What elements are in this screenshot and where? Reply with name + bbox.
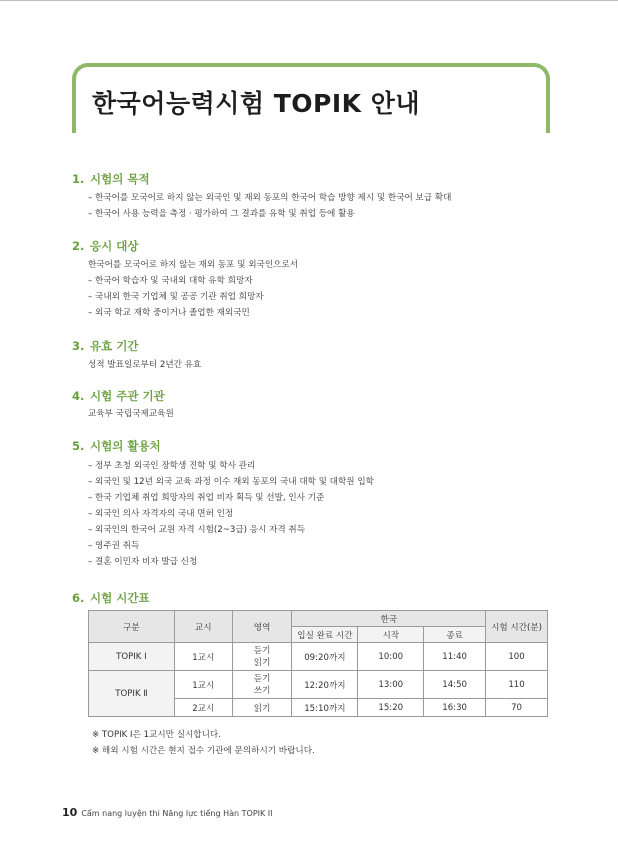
header-division: 구분: [89, 611, 175, 643]
area-line: 듣기: [253, 645, 271, 656]
header-korea: 한국: [292, 611, 486, 627]
cell-start: 13:00: [358, 671, 424, 699]
cell-entry: 15:10까지: [292, 699, 358, 717]
section-2-line: – 국내외 한국 기업체 및 공공 기관 취업 희망자: [88, 292, 264, 302]
section-5-line: – 영주권 취득: [88, 541, 140, 551]
cell-end: 14:50: [424, 671, 486, 699]
cell-end: 16:30: [424, 699, 486, 717]
schedule-table: [88, 610, 548, 717]
header-entry-done: 입실 완료 시간: [292, 627, 358, 643]
cell-period: 1교시: [174, 671, 232, 699]
cell-duration: 100: [486, 643, 548, 671]
header-area: 영역: [232, 611, 292, 643]
note: ※ 해외 시험 시간은 현지 접수 기관에 문의하시기 바랍니다.: [92, 746, 315, 756]
section-5-line: – 외국인 의사 자격자의 국내 면허 인정: [88, 509, 234, 519]
section-3-heading: 3. 유효 기간: [72, 339, 139, 353]
area-line: 듣기: [253, 673, 271, 684]
cell-division: TOPIK Ⅰ: [89, 643, 175, 671]
cell-period: 2교시: [174, 699, 232, 717]
section-5-line: – 정부 초청 외국인 장학생 진학 및 학사 관리: [88, 461, 256, 471]
cell-end: 11:40: [424, 643, 486, 671]
section-2-line: – 한국어 학습자 및 국내외 대학 유학 희망자: [88, 276, 253, 286]
header-duration: 시험 시간(분): [486, 611, 548, 643]
section-5-heading: 5. 시험의 활용처: [72, 439, 161, 453]
cell-duration: 70: [486, 699, 548, 717]
cell-area: 읽기: [232, 699, 292, 717]
header-start: 시작: [358, 627, 424, 643]
cell-division: TOPIK Ⅱ: [89, 671, 175, 717]
section-5-line: – 결혼 이민자 비자 발급 신청: [88, 557, 198, 567]
section-4-heading: 4. 시험 주관 기관: [72, 389, 165, 403]
cell-entry: 09:20까지: [292, 643, 358, 671]
cell-period: 1교시: [174, 643, 232, 671]
area-line: 쓰기: [253, 685, 271, 696]
cell-start: 15:20: [358, 699, 424, 717]
section-2-line: 한국어를 모국어로 하지 않는 재외 동포 및 외국인으로서: [88, 260, 299, 270]
section-3-line: 성적 발표일로부터 2년간 유효: [88, 360, 202, 370]
header-period: 교시: [174, 611, 232, 643]
page-number: 10: [62, 806, 78, 819]
section-2-line: – 외국 학교 재학 중이거나 졸업한 재외국민: [88, 308, 250, 318]
section-5-line: – 외국인 및 12년 외국 교육 과정 이수 재외 동포의 국내 대학 및 대학원 입학: [88, 477, 374, 487]
cell-area: [232, 671, 292, 699]
footer-text: Cẩm nang luyện thi Năng lực tiếng Hàn TOPIK II: [81, 809, 273, 818]
section-5-line: – 외국인의 한국어 교원 자격 시험(2~3급) 응시 자격 취득: [88, 525, 306, 535]
table-row: [89, 671, 548, 699]
section-6-heading: 6. 시험 시간표: [72, 591, 150, 605]
header-end: 종료: [424, 627, 486, 643]
section-1-heading: 1. 시험의 목적: [72, 172, 150, 186]
note: ※ TOPIK Ⅰ은 1교시만 실시합니다.: [92, 730, 221, 740]
page-title: 한국어능력시험 TOPIK 안내: [92, 89, 421, 118]
top-rule: [0, 0, 618, 1]
cell-entry: 12:20까지: [292, 671, 358, 699]
footer: [62, 806, 273, 819]
cell-area: [232, 643, 292, 671]
cell-start: 10:00: [358, 643, 424, 671]
area-line: 읽기: [253, 657, 271, 668]
section-1-line: – 한국어 사용 능력을 측정 · 평가하여 그 결과를 유학 및 취업 등에 활용: [88, 209, 355, 219]
section-2-heading: 2. 응시 대상: [72, 239, 139, 253]
section-5-line: – 한국 기업체 취업 희망자의 취업 비자 획득 및 선발, 인사 기준: [88, 493, 325, 503]
section-1-line: – 한국어를 모국어로 하지 않는 외국인 및 재외 동포의 한국어 학습 방향 제시 및 한국어 보급 확대: [88, 193, 452, 203]
section-4-line: 교육부 국립국제교육원: [88, 409, 174, 419]
cell-duration: 110: [486, 671, 548, 699]
table-row: [89, 643, 548, 671]
